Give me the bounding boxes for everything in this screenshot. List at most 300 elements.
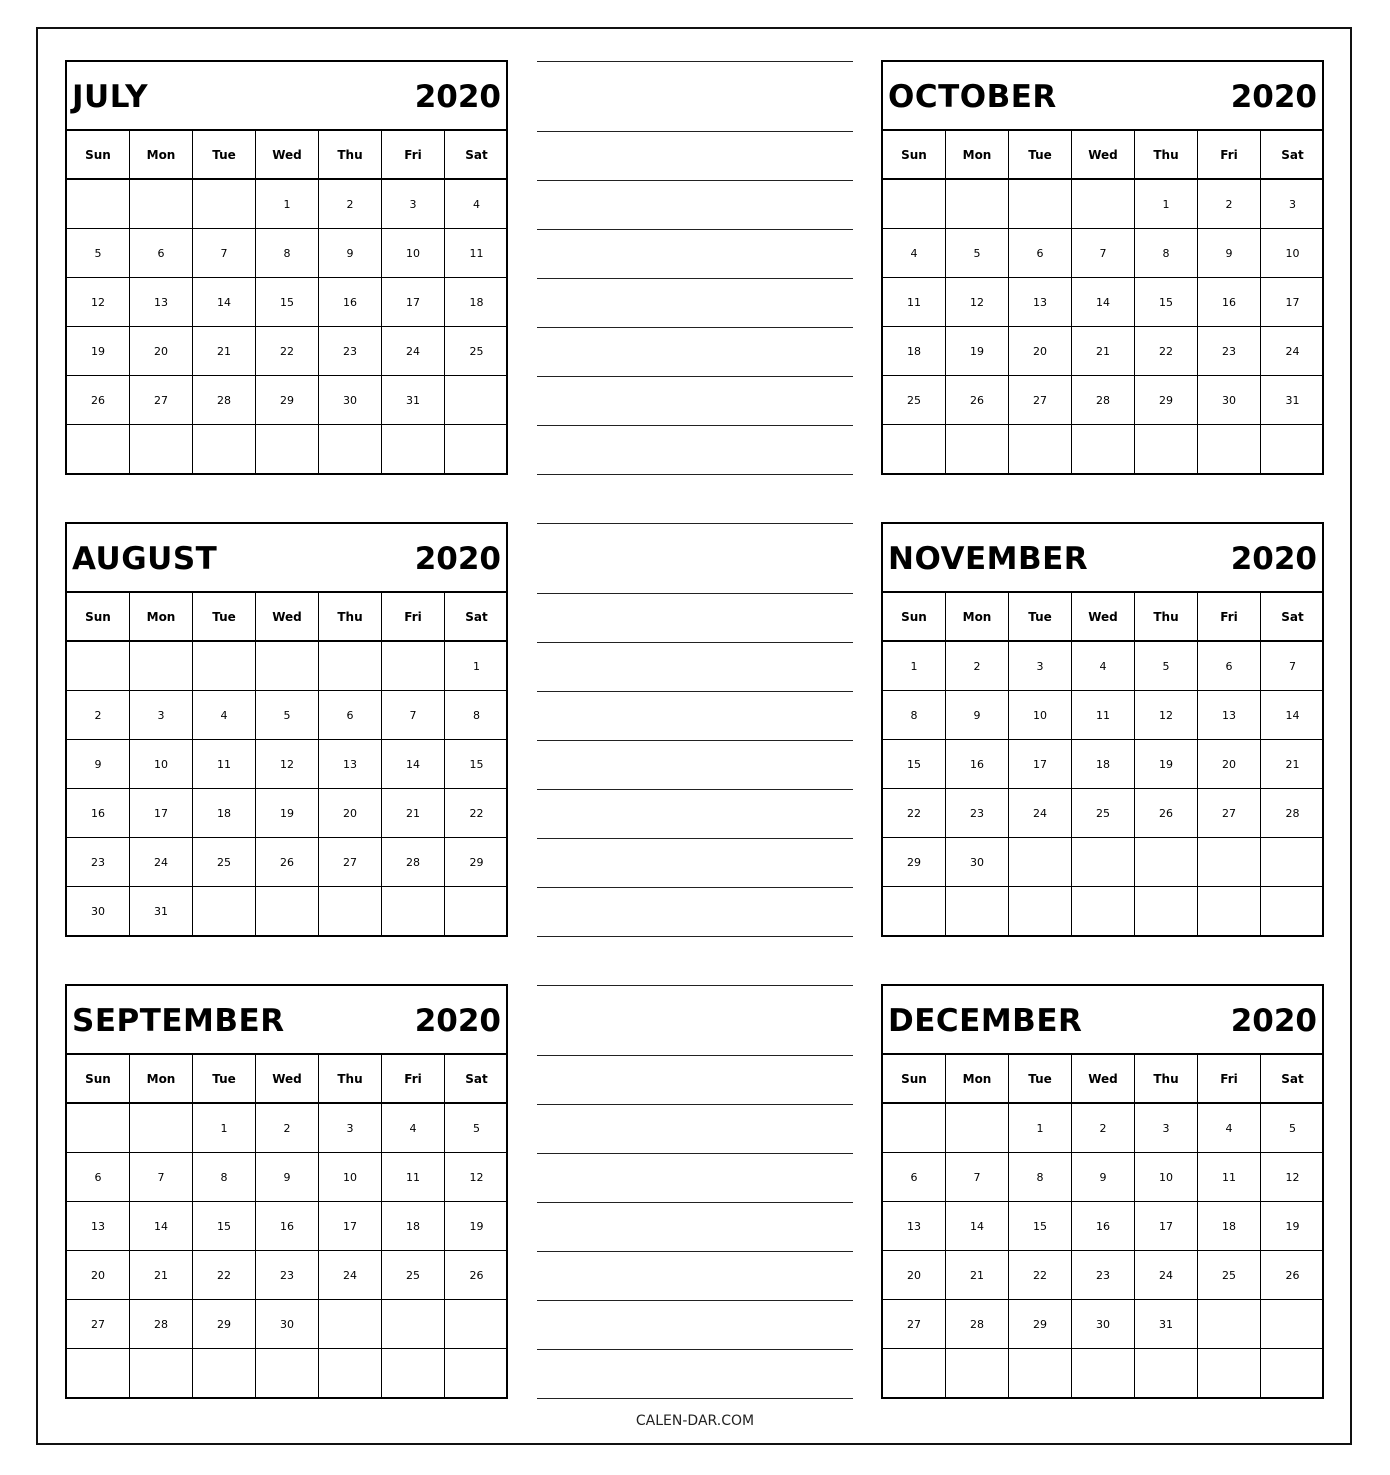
day-cell: 19 xyxy=(445,1202,508,1251)
day-cell: 10 xyxy=(1009,691,1072,740)
day-cell: 4 xyxy=(1072,642,1135,691)
day-cell: 29 xyxy=(193,1300,256,1349)
day-cell: 16 xyxy=(67,789,130,838)
day-cell: 11 xyxy=(445,229,508,278)
day-cell xyxy=(445,887,508,936)
weekday-header: Thu xyxy=(1135,131,1198,180)
day-cell: 26 xyxy=(67,376,130,425)
day-cell: 6 xyxy=(319,691,382,740)
day-cell: 21 xyxy=(382,789,445,838)
month-name: SEPTEMBER xyxy=(72,1003,285,1039)
month-header xyxy=(67,524,506,593)
weekday-header: Mon xyxy=(946,131,1009,180)
day-cell: 1 xyxy=(256,180,319,229)
day-cell: 22 xyxy=(193,1251,256,1300)
footer-site[interactable]: CALEN-DAR.COM xyxy=(635,1413,755,1429)
weekday-header: Fri xyxy=(382,1055,445,1104)
weekday-header: Sun xyxy=(67,593,130,642)
weekday-header: Sat xyxy=(1261,593,1324,642)
day-cell xyxy=(946,887,1009,936)
day-cell xyxy=(1198,425,1261,474)
day-cell: 6 xyxy=(130,229,193,278)
weekday-header: Fri xyxy=(382,131,445,180)
day-cell: 1 xyxy=(445,642,508,691)
day-cell: 6 xyxy=(883,1153,946,1202)
day-cell: 21 xyxy=(130,1251,193,1300)
note-line[interactable] xyxy=(537,425,853,426)
day-cell xyxy=(1009,887,1072,936)
day-cell: 15 xyxy=(883,740,946,789)
day-cell: 24 xyxy=(130,838,193,887)
note-line[interactable] xyxy=(537,642,853,643)
day-cell: 18 xyxy=(382,1202,445,1251)
day-cell: 26 xyxy=(1135,789,1198,838)
weekday-header: Sun xyxy=(67,1055,130,1104)
day-cell: 21 xyxy=(193,327,256,376)
day-cell xyxy=(130,180,193,229)
day-cell xyxy=(1009,425,1072,474)
day-cell: 6 xyxy=(67,1153,130,1202)
weekday-header: Sat xyxy=(1261,131,1324,180)
weekday-header: Tue xyxy=(193,131,256,180)
weekday-header: Wed xyxy=(1072,1055,1135,1104)
day-cell: 9 xyxy=(946,691,1009,740)
day-cell: 12 xyxy=(1261,1153,1324,1202)
weekday-header: Sun xyxy=(67,131,130,180)
day-cell xyxy=(1072,1349,1135,1398)
weekday-header: Thu xyxy=(319,131,382,180)
note-line[interactable] xyxy=(537,327,853,328)
day-cell xyxy=(319,425,382,474)
weekday-header: Tue xyxy=(193,1055,256,1104)
day-cell xyxy=(1135,887,1198,936)
month-header xyxy=(883,62,1322,131)
day-cell xyxy=(319,642,382,691)
note-line[interactable] xyxy=(537,1251,853,1252)
day-cell xyxy=(256,1349,319,1398)
day-cell: 9 xyxy=(1072,1153,1135,1202)
day-cell: 25 xyxy=(883,376,946,425)
day-cell xyxy=(67,1349,130,1398)
day-cell xyxy=(1072,838,1135,887)
note-line[interactable] xyxy=(537,1055,853,1056)
note-line[interactable] xyxy=(537,523,853,524)
month-name: AUGUST xyxy=(72,541,218,577)
day-cell: 18 xyxy=(445,278,508,327)
day-cell: 2 xyxy=(256,1104,319,1153)
day-cell xyxy=(67,642,130,691)
day-cell: 22 xyxy=(1135,327,1198,376)
day-cell: 27 xyxy=(1198,789,1261,838)
day-cell xyxy=(193,1349,256,1398)
day-cell: 7 xyxy=(1072,229,1135,278)
day-cell: 28 xyxy=(130,1300,193,1349)
day-cell xyxy=(130,1104,193,1153)
day-cell xyxy=(1261,425,1324,474)
day-cell: 30 xyxy=(256,1300,319,1349)
day-cell xyxy=(1009,838,1072,887)
day-cell: 31 xyxy=(130,887,193,936)
day-cell: 6 xyxy=(1009,229,1072,278)
note-line[interactable] xyxy=(537,936,853,937)
month-year: 2020 xyxy=(414,79,501,115)
note-line[interactable] xyxy=(537,1349,853,1350)
weekday-header: Wed xyxy=(256,593,319,642)
day-cell: 10 xyxy=(1261,229,1324,278)
day-cell: 10 xyxy=(1135,1153,1198,1202)
day-cell: 8 xyxy=(445,691,508,740)
note-line[interactable] xyxy=(537,131,853,132)
day-cell: 5 xyxy=(445,1104,508,1153)
day-cell: 8 xyxy=(1135,229,1198,278)
month-year: 2020 xyxy=(1230,541,1317,577)
day-cell: 10 xyxy=(319,1153,382,1202)
day-cell: 5 xyxy=(946,229,1009,278)
day-cell: 9 xyxy=(256,1153,319,1202)
day-cell: 20 xyxy=(883,1251,946,1300)
note-line[interactable] xyxy=(537,1398,853,1399)
month-year: 2020 xyxy=(414,541,501,577)
weekday-header: Tue xyxy=(1009,131,1072,180)
day-cell: 3 xyxy=(130,691,193,740)
day-cell: 31 xyxy=(1135,1300,1198,1349)
day-cell: 12 xyxy=(946,278,1009,327)
day-cell: 15 xyxy=(1009,1202,1072,1251)
day-cell: 1 xyxy=(193,1104,256,1153)
day-cell xyxy=(130,425,193,474)
day-cell xyxy=(1261,838,1324,887)
day-cell: 22 xyxy=(883,789,946,838)
day-cell: 23 xyxy=(1198,327,1261,376)
day-cell: 27 xyxy=(67,1300,130,1349)
day-cell xyxy=(193,887,256,936)
weekday-header: Mon xyxy=(946,593,1009,642)
day-cell: 7 xyxy=(382,691,445,740)
day-cell xyxy=(1198,1300,1261,1349)
month-name: JULY xyxy=(72,79,149,115)
day-cell: 4 xyxy=(382,1104,445,1153)
note-line[interactable] xyxy=(537,1300,853,1301)
day-cell xyxy=(946,1349,1009,1398)
day-cell: 16 xyxy=(1198,278,1261,327)
month-november xyxy=(881,522,1324,937)
day-cell: 4 xyxy=(1198,1104,1261,1153)
day-cell: 17 xyxy=(130,789,193,838)
day-cell xyxy=(1009,1349,1072,1398)
day-cell: 8 xyxy=(256,229,319,278)
day-cell xyxy=(319,887,382,936)
day-cell: 3 xyxy=(319,1104,382,1153)
day-cell xyxy=(1261,1300,1324,1349)
month-july xyxy=(65,60,508,475)
day-cell: 15 xyxy=(256,278,319,327)
day-cell xyxy=(883,1349,946,1398)
day-cell: 4 xyxy=(883,229,946,278)
day-cell: 17 xyxy=(1135,1202,1198,1251)
day-cell xyxy=(445,376,508,425)
weekday-header: Tue xyxy=(1009,593,1072,642)
day-cell: 24 xyxy=(1009,789,1072,838)
day-cell: 20 xyxy=(1009,327,1072,376)
weekday-header: Wed xyxy=(256,131,319,180)
day-cell: 2 xyxy=(946,642,1009,691)
day-grid xyxy=(67,1055,506,1398)
day-cell: 25 xyxy=(193,838,256,887)
day-cell: 11 xyxy=(1072,691,1135,740)
note-line[interactable] xyxy=(537,838,853,839)
weekday-header: Sun xyxy=(883,1055,946,1104)
weekday-header: Fri xyxy=(1198,593,1261,642)
day-cell: 29 xyxy=(1009,1300,1072,1349)
day-cell: 22 xyxy=(445,789,508,838)
day-cell: 23 xyxy=(319,327,382,376)
day-cell: 12 xyxy=(1135,691,1198,740)
note-line[interactable] xyxy=(537,278,853,279)
note-line[interactable] xyxy=(537,593,853,594)
note-line[interactable] xyxy=(537,1153,853,1154)
day-cell: 20 xyxy=(130,327,193,376)
day-cell xyxy=(382,642,445,691)
day-cell: 17 xyxy=(382,278,445,327)
day-cell: 30 xyxy=(946,838,1009,887)
day-cell: 13 xyxy=(883,1202,946,1251)
day-cell: 28 xyxy=(1261,789,1324,838)
day-cell: 19 xyxy=(1261,1202,1324,1251)
day-cell xyxy=(1198,887,1261,936)
day-cell: 21 xyxy=(946,1251,1009,1300)
month-header xyxy=(883,986,1322,1055)
day-cell xyxy=(319,1349,382,1398)
day-cell: 19 xyxy=(67,327,130,376)
note-line[interactable] xyxy=(537,474,853,475)
day-cell: 9 xyxy=(67,740,130,789)
day-cell: 16 xyxy=(256,1202,319,1251)
day-cell: 18 xyxy=(1198,1202,1261,1251)
weekday-header: Tue xyxy=(193,593,256,642)
note-line[interactable] xyxy=(537,1202,853,1203)
day-grid xyxy=(67,593,506,936)
day-cell: 10 xyxy=(382,229,445,278)
day-cell: 27 xyxy=(883,1300,946,1349)
day-cell: 19 xyxy=(256,789,319,838)
month-name: NOVEMBER xyxy=(888,541,1089,577)
day-cell: 24 xyxy=(382,327,445,376)
day-cell: 13 xyxy=(1009,278,1072,327)
note-line[interactable] xyxy=(537,740,853,741)
day-cell: 29 xyxy=(1135,376,1198,425)
weekday-header: Wed xyxy=(256,1055,319,1104)
day-cell xyxy=(130,642,193,691)
day-cell xyxy=(256,642,319,691)
day-cell xyxy=(1009,180,1072,229)
day-cell: 3 xyxy=(1135,1104,1198,1153)
weekday-header: Mon xyxy=(130,593,193,642)
day-cell: 5 xyxy=(1261,1104,1324,1153)
day-cell: 8 xyxy=(883,691,946,740)
month-september xyxy=(65,984,508,1399)
day-cell: 14 xyxy=(130,1202,193,1251)
day-cell: 16 xyxy=(319,278,382,327)
day-cell: 15 xyxy=(445,740,508,789)
day-cell: 15 xyxy=(1135,278,1198,327)
day-cell: 26 xyxy=(1261,1251,1324,1300)
note-line[interactable] xyxy=(537,376,853,377)
day-cell: 21 xyxy=(1261,740,1324,789)
day-cell: 24 xyxy=(1261,327,1324,376)
month-name: DECEMBER xyxy=(888,1003,1083,1039)
weekday-header: Sat xyxy=(445,593,508,642)
day-cell: 12 xyxy=(67,278,130,327)
day-cell: 20 xyxy=(1198,740,1261,789)
month-october xyxy=(881,60,1324,475)
weekday-header: Sun xyxy=(883,131,946,180)
day-cell: 23 xyxy=(946,789,1009,838)
day-cell xyxy=(382,425,445,474)
day-cell xyxy=(319,1300,382,1349)
day-cell xyxy=(256,425,319,474)
day-cell xyxy=(193,180,256,229)
day-grid xyxy=(883,593,1322,936)
day-cell: 27 xyxy=(1009,376,1072,425)
day-cell: 12 xyxy=(445,1153,508,1202)
day-cell: 5 xyxy=(67,229,130,278)
day-cell: 11 xyxy=(193,740,256,789)
day-cell xyxy=(883,1104,946,1153)
day-cell xyxy=(946,180,1009,229)
weekday-header: Wed xyxy=(1072,593,1135,642)
day-cell xyxy=(445,1349,508,1398)
day-cell: 1 xyxy=(1009,1104,1072,1153)
weekday-header: Fri xyxy=(382,593,445,642)
day-cell: 30 xyxy=(67,887,130,936)
note-line[interactable] xyxy=(537,229,853,230)
day-cell: 28 xyxy=(382,838,445,887)
day-cell: 26 xyxy=(256,838,319,887)
day-cell xyxy=(445,1300,508,1349)
day-grid xyxy=(67,131,506,474)
month-name: OCTOBER xyxy=(888,79,1057,115)
day-cell xyxy=(1261,887,1324,936)
day-cell: 30 xyxy=(319,376,382,425)
note-line[interactable] xyxy=(537,180,853,181)
day-cell: 6 xyxy=(1198,642,1261,691)
day-cell: 2 xyxy=(1198,180,1261,229)
day-cell: 25 xyxy=(382,1251,445,1300)
day-cell: 2 xyxy=(67,691,130,740)
day-cell: 7 xyxy=(130,1153,193,1202)
day-cell: 7 xyxy=(1261,642,1324,691)
day-cell xyxy=(193,425,256,474)
day-cell: 9 xyxy=(1198,229,1261,278)
note-line[interactable] xyxy=(537,61,853,62)
day-cell: 28 xyxy=(193,376,256,425)
note-line[interactable] xyxy=(537,887,853,888)
day-cell: 1 xyxy=(1135,180,1198,229)
day-cell xyxy=(1135,425,1198,474)
day-cell: 23 xyxy=(1072,1251,1135,1300)
day-cell: 25 xyxy=(445,327,508,376)
note-line[interactable] xyxy=(537,691,853,692)
day-cell: 31 xyxy=(1261,376,1324,425)
day-cell: 22 xyxy=(256,327,319,376)
note-line[interactable] xyxy=(537,789,853,790)
day-cell xyxy=(1198,838,1261,887)
day-cell: 16 xyxy=(1072,1202,1135,1251)
day-cell: 30 xyxy=(1198,376,1261,425)
day-cell: 2 xyxy=(319,180,382,229)
day-cell: 11 xyxy=(883,278,946,327)
day-cell: 19 xyxy=(946,327,1009,376)
day-cell xyxy=(445,425,508,474)
day-cell: 8 xyxy=(1009,1153,1072,1202)
day-grid xyxy=(883,131,1322,474)
month-august xyxy=(65,522,508,937)
day-cell: 25 xyxy=(1072,789,1135,838)
day-cell: 18 xyxy=(193,789,256,838)
weekday-header: Tue xyxy=(1009,1055,1072,1104)
day-cell: 21 xyxy=(1072,327,1135,376)
day-cell: 1 xyxy=(883,642,946,691)
day-cell: 3 xyxy=(1261,180,1324,229)
note-line[interactable] xyxy=(537,1104,853,1105)
day-cell xyxy=(382,887,445,936)
day-cell: 27 xyxy=(130,376,193,425)
day-cell xyxy=(256,887,319,936)
day-cell: 8 xyxy=(193,1153,256,1202)
day-cell: 18 xyxy=(883,327,946,376)
day-cell: 18 xyxy=(1072,740,1135,789)
note-line[interactable] xyxy=(537,985,853,986)
day-cell: 5 xyxy=(1135,642,1198,691)
day-cell: 28 xyxy=(946,1300,1009,1349)
weekday-header: Sat xyxy=(445,131,508,180)
day-cell: 11 xyxy=(382,1153,445,1202)
day-cell: 14 xyxy=(1261,691,1324,740)
weekday-header: Fri xyxy=(1198,131,1261,180)
weekday-header: Thu xyxy=(1135,593,1198,642)
day-cell xyxy=(1072,180,1135,229)
day-cell xyxy=(883,180,946,229)
day-cell: 4 xyxy=(445,180,508,229)
day-cell xyxy=(1072,887,1135,936)
weekday-header: Fri xyxy=(1198,1055,1261,1104)
weekday-header: Mon xyxy=(130,131,193,180)
day-cell: 2 xyxy=(1072,1104,1135,1153)
day-grid xyxy=(883,1055,1322,1398)
day-cell: 29 xyxy=(883,838,946,887)
day-cell: 26 xyxy=(946,376,1009,425)
day-cell xyxy=(130,1349,193,1398)
day-cell: 26 xyxy=(445,1251,508,1300)
month-year: 2020 xyxy=(1230,1003,1317,1039)
day-cell: 29 xyxy=(256,376,319,425)
month-header xyxy=(67,62,506,131)
weekday-header: Thu xyxy=(319,593,382,642)
day-cell: 25 xyxy=(1198,1251,1261,1300)
day-cell: 10 xyxy=(130,740,193,789)
day-cell xyxy=(883,425,946,474)
weekday-header: Wed xyxy=(1072,131,1135,180)
day-cell: 4 xyxy=(193,691,256,740)
day-cell: 16 xyxy=(946,740,1009,789)
month-year: 2020 xyxy=(414,1003,501,1039)
day-cell: 14 xyxy=(382,740,445,789)
day-cell: 27 xyxy=(319,838,382,887)
day-cell: 14 xyxy=(1072,278,1135,327)
day-cell xyxy=(382,1349,445,1398)
day-cell: 31 xyxy=(382,376,445,425)
day-cell: 14 xyxy=(946,1202,1009,1251)
